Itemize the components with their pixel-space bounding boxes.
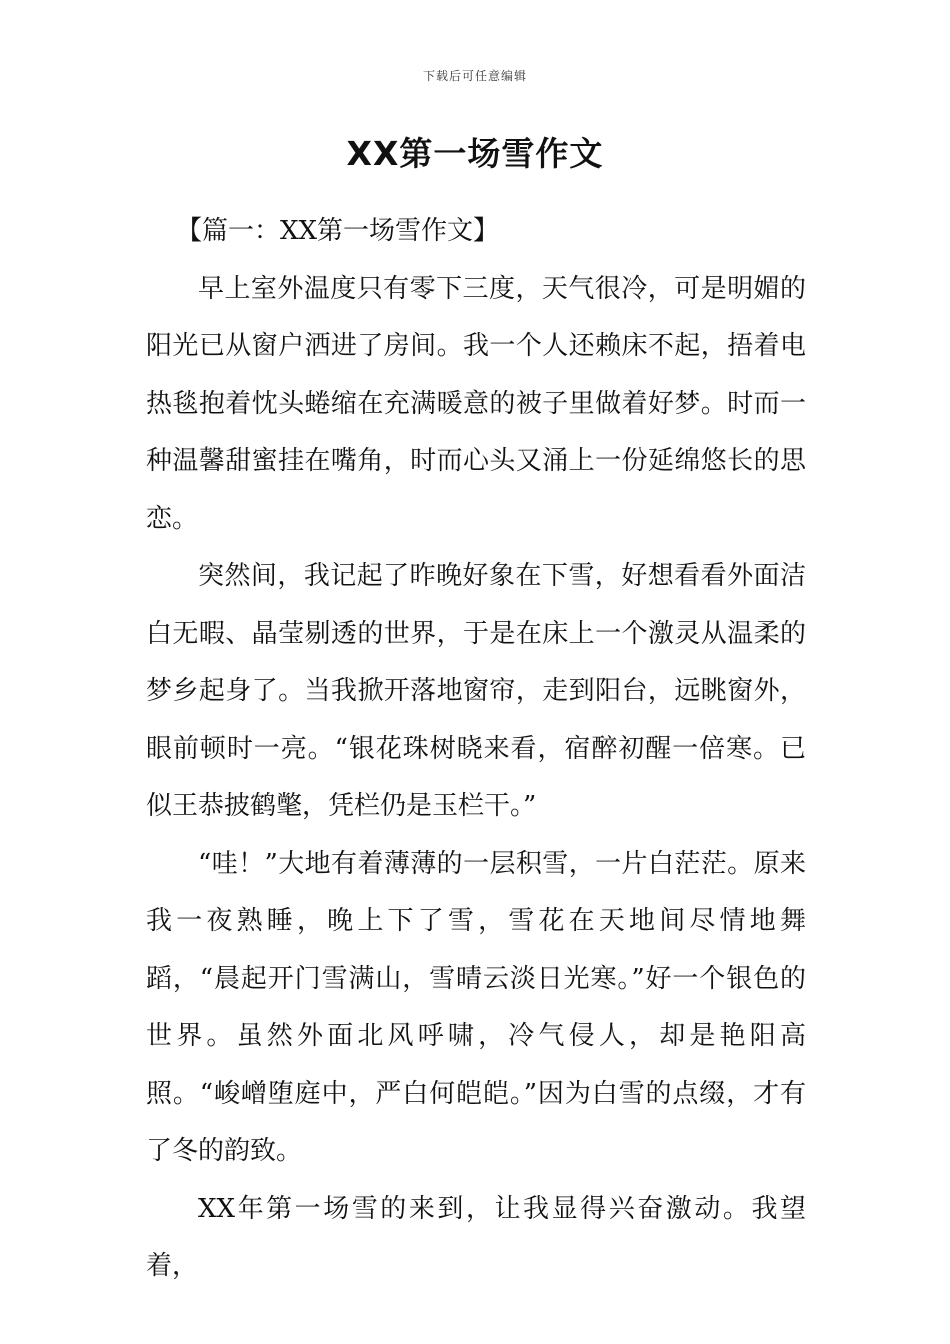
section-heading: 【篇一：XX第一场雪作文】 bbox=[176, 216, 500, 246]
paragraph-3: “哇！”大地有着薄薄的一层积雪，一片白茫茫。原来我一夜熟睡，晚上下了雪，雪花在天地间尽情地舞蹈，“晨起开门雪满山，雪晴云淡日光寒。”好一个银色的世界。虽然外面北风呼啸，冷气侵人，却是艳阳高照。“峻嶒堕庭中，严白何皑皑。”因为白雪的点缀，才有了冬的韵致。 bbox=[146, 848, 806, 1166]
paragraph-4: XX年第一场雪的来到，让我显得兴奋激动。我望着， bbox=[146, 1193, 806, 1281]
document-body bbox=[146, 203, 806, 1296]
header-note: 下载后可任意编辑 bbox=[422, 69, 527, 83]
paragraph-2: 突然间，我记起了昨晚好象在下雪，好想看看外面洁白无暇、晶莹剔透的世界，于是在床上一个激灵从温柔的梦乡起身了。当我掀开落地窗帘，走到阳台，远眺窗外，眼前顿时一亮。“银花珠树晓来看，宿醉初醒一倍寒。已似王恭披鹤氅，凭栏仍是玉栏干。” bbox=[146, 561, 806, 821]
document-title: XX第一场雪作文 bbox=[346, 134, 604, 173]
paragraph-1: 早上室外温度只有零下三度，天气很冷，可是明媚的阳光已从窗户洒进了房间。我一个人还赖床不起，捂着电热毯抱着忱头蜷缩在充满暖意的被子里做着好梦。时而一种温馨甜蜜挂在嘴角，时而心头又涌上一份延绵悠长的思恋。 bbox=[146, 273, 806, 534]
